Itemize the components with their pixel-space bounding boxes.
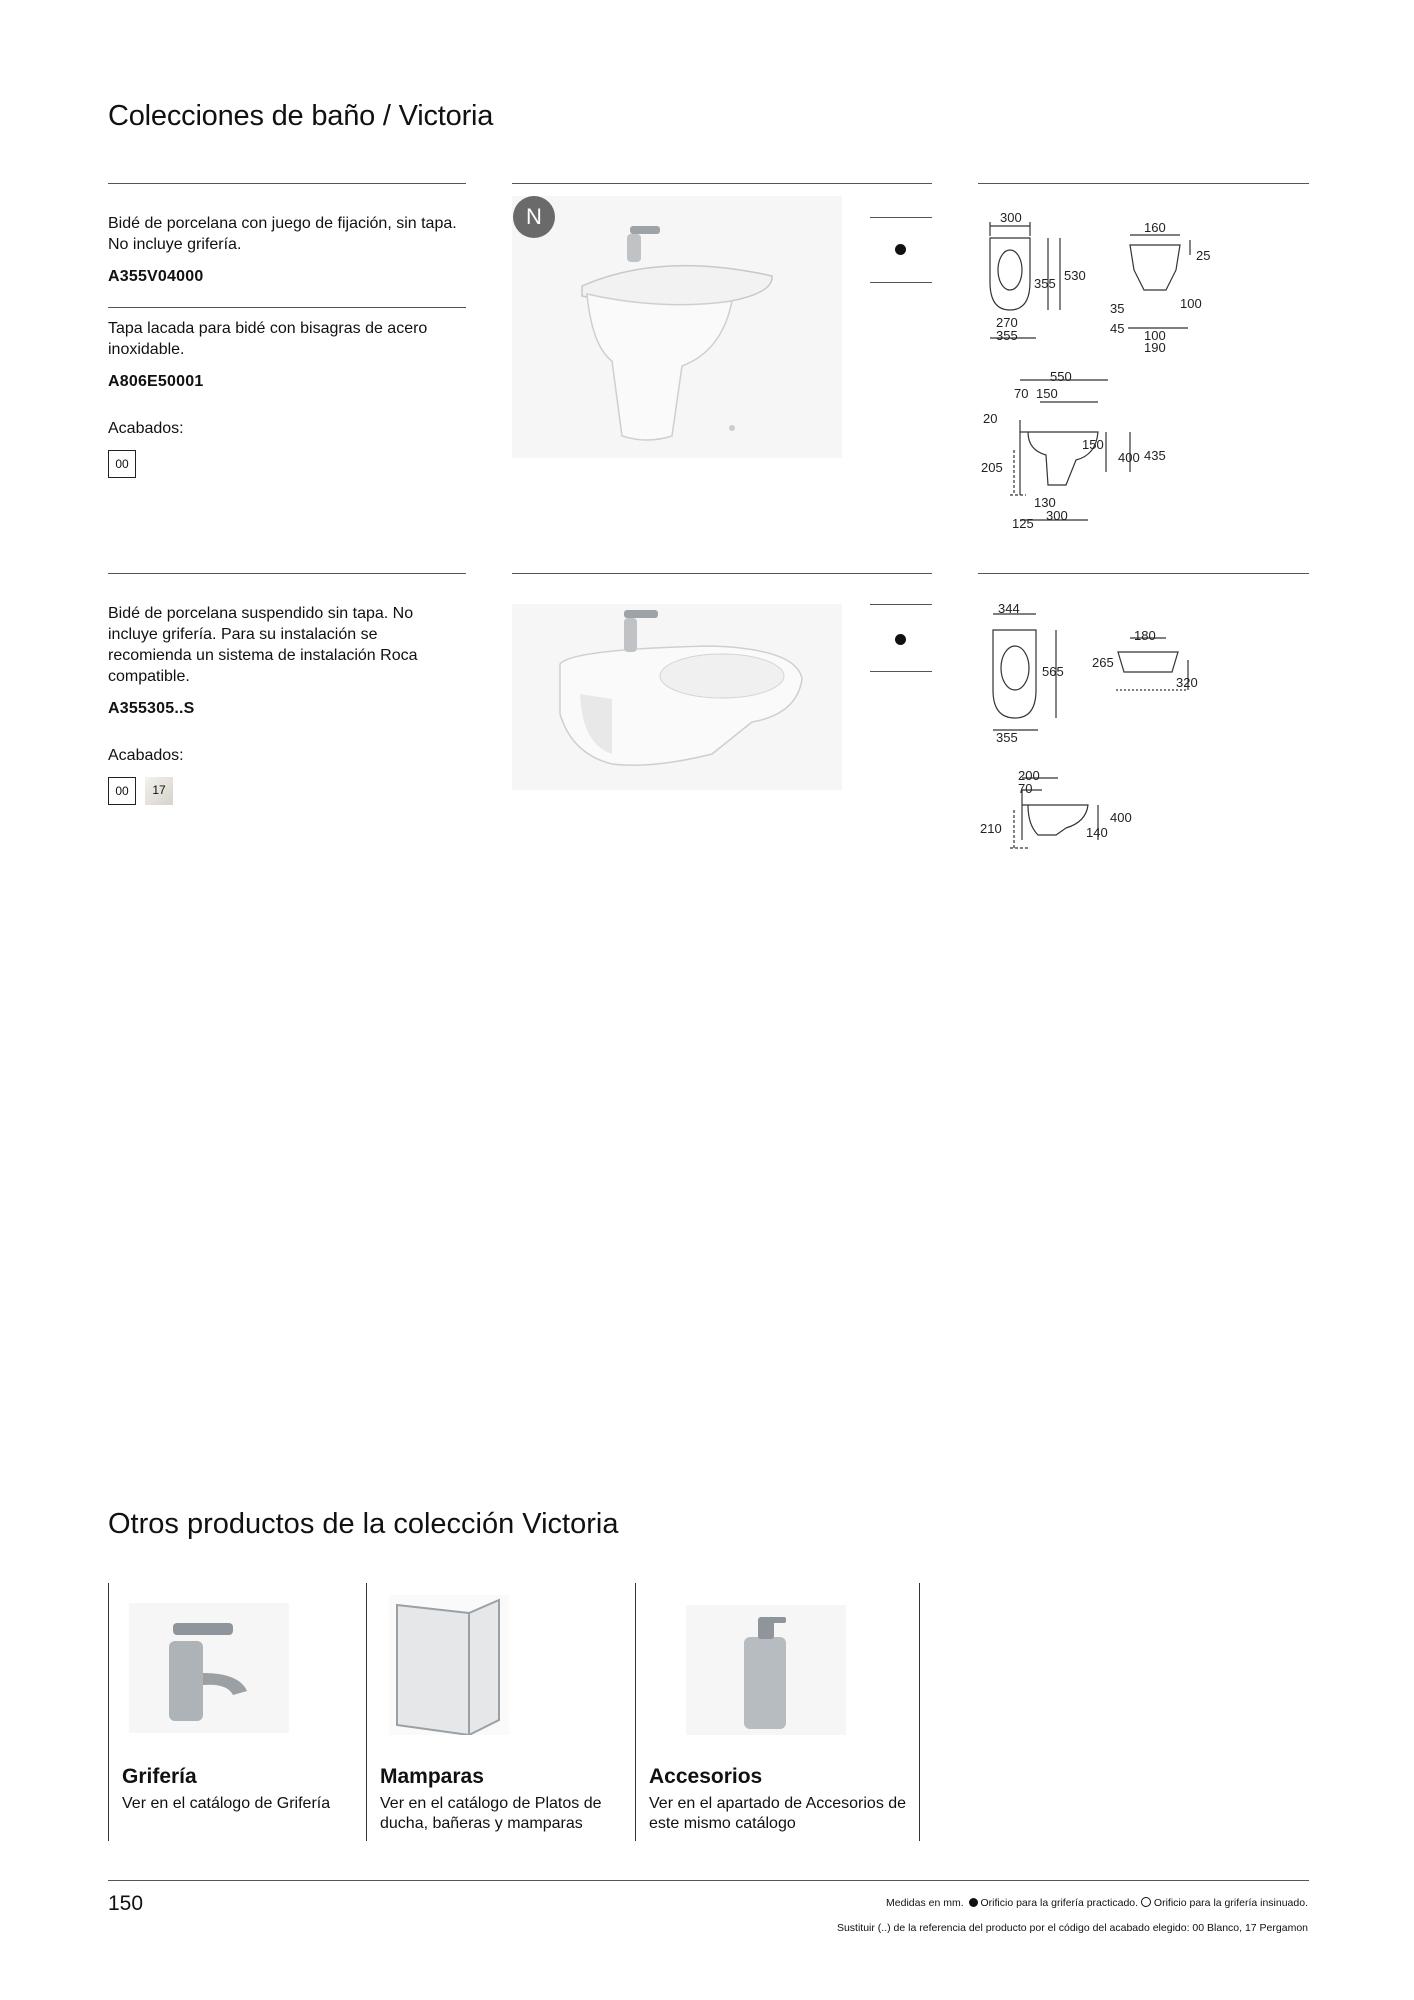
divider <box>108 183 466 184</box>
card-title: Mamparas <box>380 1765 484 1788</box>
product-description: Bidé de porcelana con juego de fijación, sin tapa. No incluye grifería. <box>108 215 457 253</box>
divider <box>870 604 932 605</box>
tap-hole-practicado-icon <box>895 244 906 255</box>
new-badge: N <box>513 196 555 238</box>
divider <box>108 307 466 308</box>
shower-screen-icon <box>389 1595 509 1735</box>
dimension: 355 <box>1034 276 1056 291</box>
finish-swatch-white: 00 <box>108 777 136 805</box>
dimension: 35 <box>1110 301 1125 316</box>
dimension: 300 <box>1000 210 1022 225</box>
dimension: 70 <box>1014 386 1029 401</box>
dimension: 565 <box>1042 664 1064 679</box>
dimension: 130 <box>1034 495 1056 510</box>
divider <box>978 573 1309 574</box>
page-title: Colecciones de baño / Victoria <box>108 100 494 132</box>
soap-dispenser-icon <box>686 1605 846 1735</box>
bidet-wallhung-icon <box>512 604 842 790</box>
filled-dot-icon <box>969 1898 978 1907</box>
dimension: 100 <box>1180 296 1202 311</box>
dimension: 550 <box>1050 369 1072 384</box>
dimension: 140 <box>1086 825 1108 840</box>
finish-swatch-pergamon: 17 <box>145 777 173 805</box>
card-text: Ver en el apartado de Accesorios de este mismo catálogo <box>649 1795 907 1832</box>
product-code: A806E50001 <box>108 373 204 390</box>
dimension: 210 <box>980 821 1002 836</box>
divider <box>870 671 932 672</box>
divider <box>512 573 932 574</box>
dimension: 45 <box>1110 321 1125 336</box>
dimension: 180 <box>1134 628 1156 643</box>
dimension: 20 <box>983 411 998 426</box>
footer-legend <box>886 1897 1308 1909</box>
product-photo <box>512 604 842 790</box>
legend-practicado: Orificio para la grifería practicado. <box>980 1897 1139 1909</box>
card-title: Grifería <box>122 1765 197 1788</box>
product-description: Bidé de porcelana suspendido sin tapa. No incluye grifería. Para su instalación se recomienda un sistema de instalación Roca compatible. <box>108 605 418 685</box>
divider <box>870 217 932 218</box>
dimension: 100 <box>1144 328 1166 343</box>
empty-dot-icon <box>1141 1897 1151 1907</box>
dimension: 344 <box>998 601 1020 616</box>
product-description: Tapa lacada para bidé con bisagras de acero inoxidable. <box>108 320 428 358</box>
dimension: 70 <box>1018 781 1033 796</box>
legend-insinuado: Orificio para la grifería insinuado. <box>1153 1897 1308 1909</box>
dimension: 400 <box>1110 810 1132 825</box>
product-photo <box>512 196 842 458</box>
product-code: A355305..S <box>108 700 195 717</box>
dimension: 355 <box>996 730 1018 745</box>
card-title: Accesorios <box>649 1765 763 1788</box>
finish-swatch-white: 00 <box>108 450 136 478</box>
product-code: A355V04000 <box>108 268 204 285</box>
dimension: 205 <box>981 460 1003 475</box>
dimension: 265 <box>1092 655 1114 670</box>
product-card-accesorios[interactable] <box>635 1583 920 1841</box>
bidet-floor-icon <box>512 196 842 458</box>
divider <box>870 282 932 283</box>
legend-units: Medidas en mm. <box>886 1897 964 1909</box>
dimension: 25 <box>1196 248 1211 263</box>
technical-drawing <box>978 600 1308 860</box>
faucet-icon <box>129 1603 289 1733</box>
finishes-label: Acabados: <box>108 420 184 437</box>
page-number: 150 <box>108 1892 144 1915</box>
technical-drawing <box>978 210 1308 540</box>
dimension: 320 <box>1176 675 1198 690</box>
dimension: 435 <box>1144 448 1166 463</box>
dimension: 200 <box>1018 768 1040 783</box>
dimension: 150 <box>1036 386 1058 401</box>
dimension: 125 <box>1012 516 1034 531</box>
footer-note: Sustituir (..) de la referencia del producto por el código del acabado elegido: 00 Blanco, 17 Pergamon <box>836 1922 1308 1934</box>
section-title: Otros productos de la colección Victoria <box>108 1508 619 1540</box>
divider <box>512 183 932 184</box>
dimension: 270 <box>996 315 1018 330</box>
divider <box>978 183 1309 184</box>
dimension: 530 <box>1064 268 1086 283</box>
divider <box>108 573 466 574</box>
dimension: 150 <box>1082 437 1104 452</box>
finishes-label: Acabados: <box>108 747 184 764</box>
product-card-mamparas[interactable] <box>366 1583 636 1841</box>
footer-divider <box>108 1880 1309 1881</box>
dimension: 190 <box>1144 340 1166 355</box>
card-text: Ver en el catálogo de Grifería <box>122 1795 331 1812</box>
product-card-griferia[interactable] <box>108 1583 367 1841</box>
card-text: Ver en el catálogo de Platos de ducha, bañeras y mamparas <box>380 1795 602 1832</box>
dimension: 300 <box>1046 508 1068 523</box>
tap-hole-practicado-icon <box>895 634 906 645</box>
dimension: 400 <box>1118 450 1140 465</box>
dimension: 355 <box>996 328 1018 343</box>
dimension: 160 <box>1144 220 1166 235</box>
